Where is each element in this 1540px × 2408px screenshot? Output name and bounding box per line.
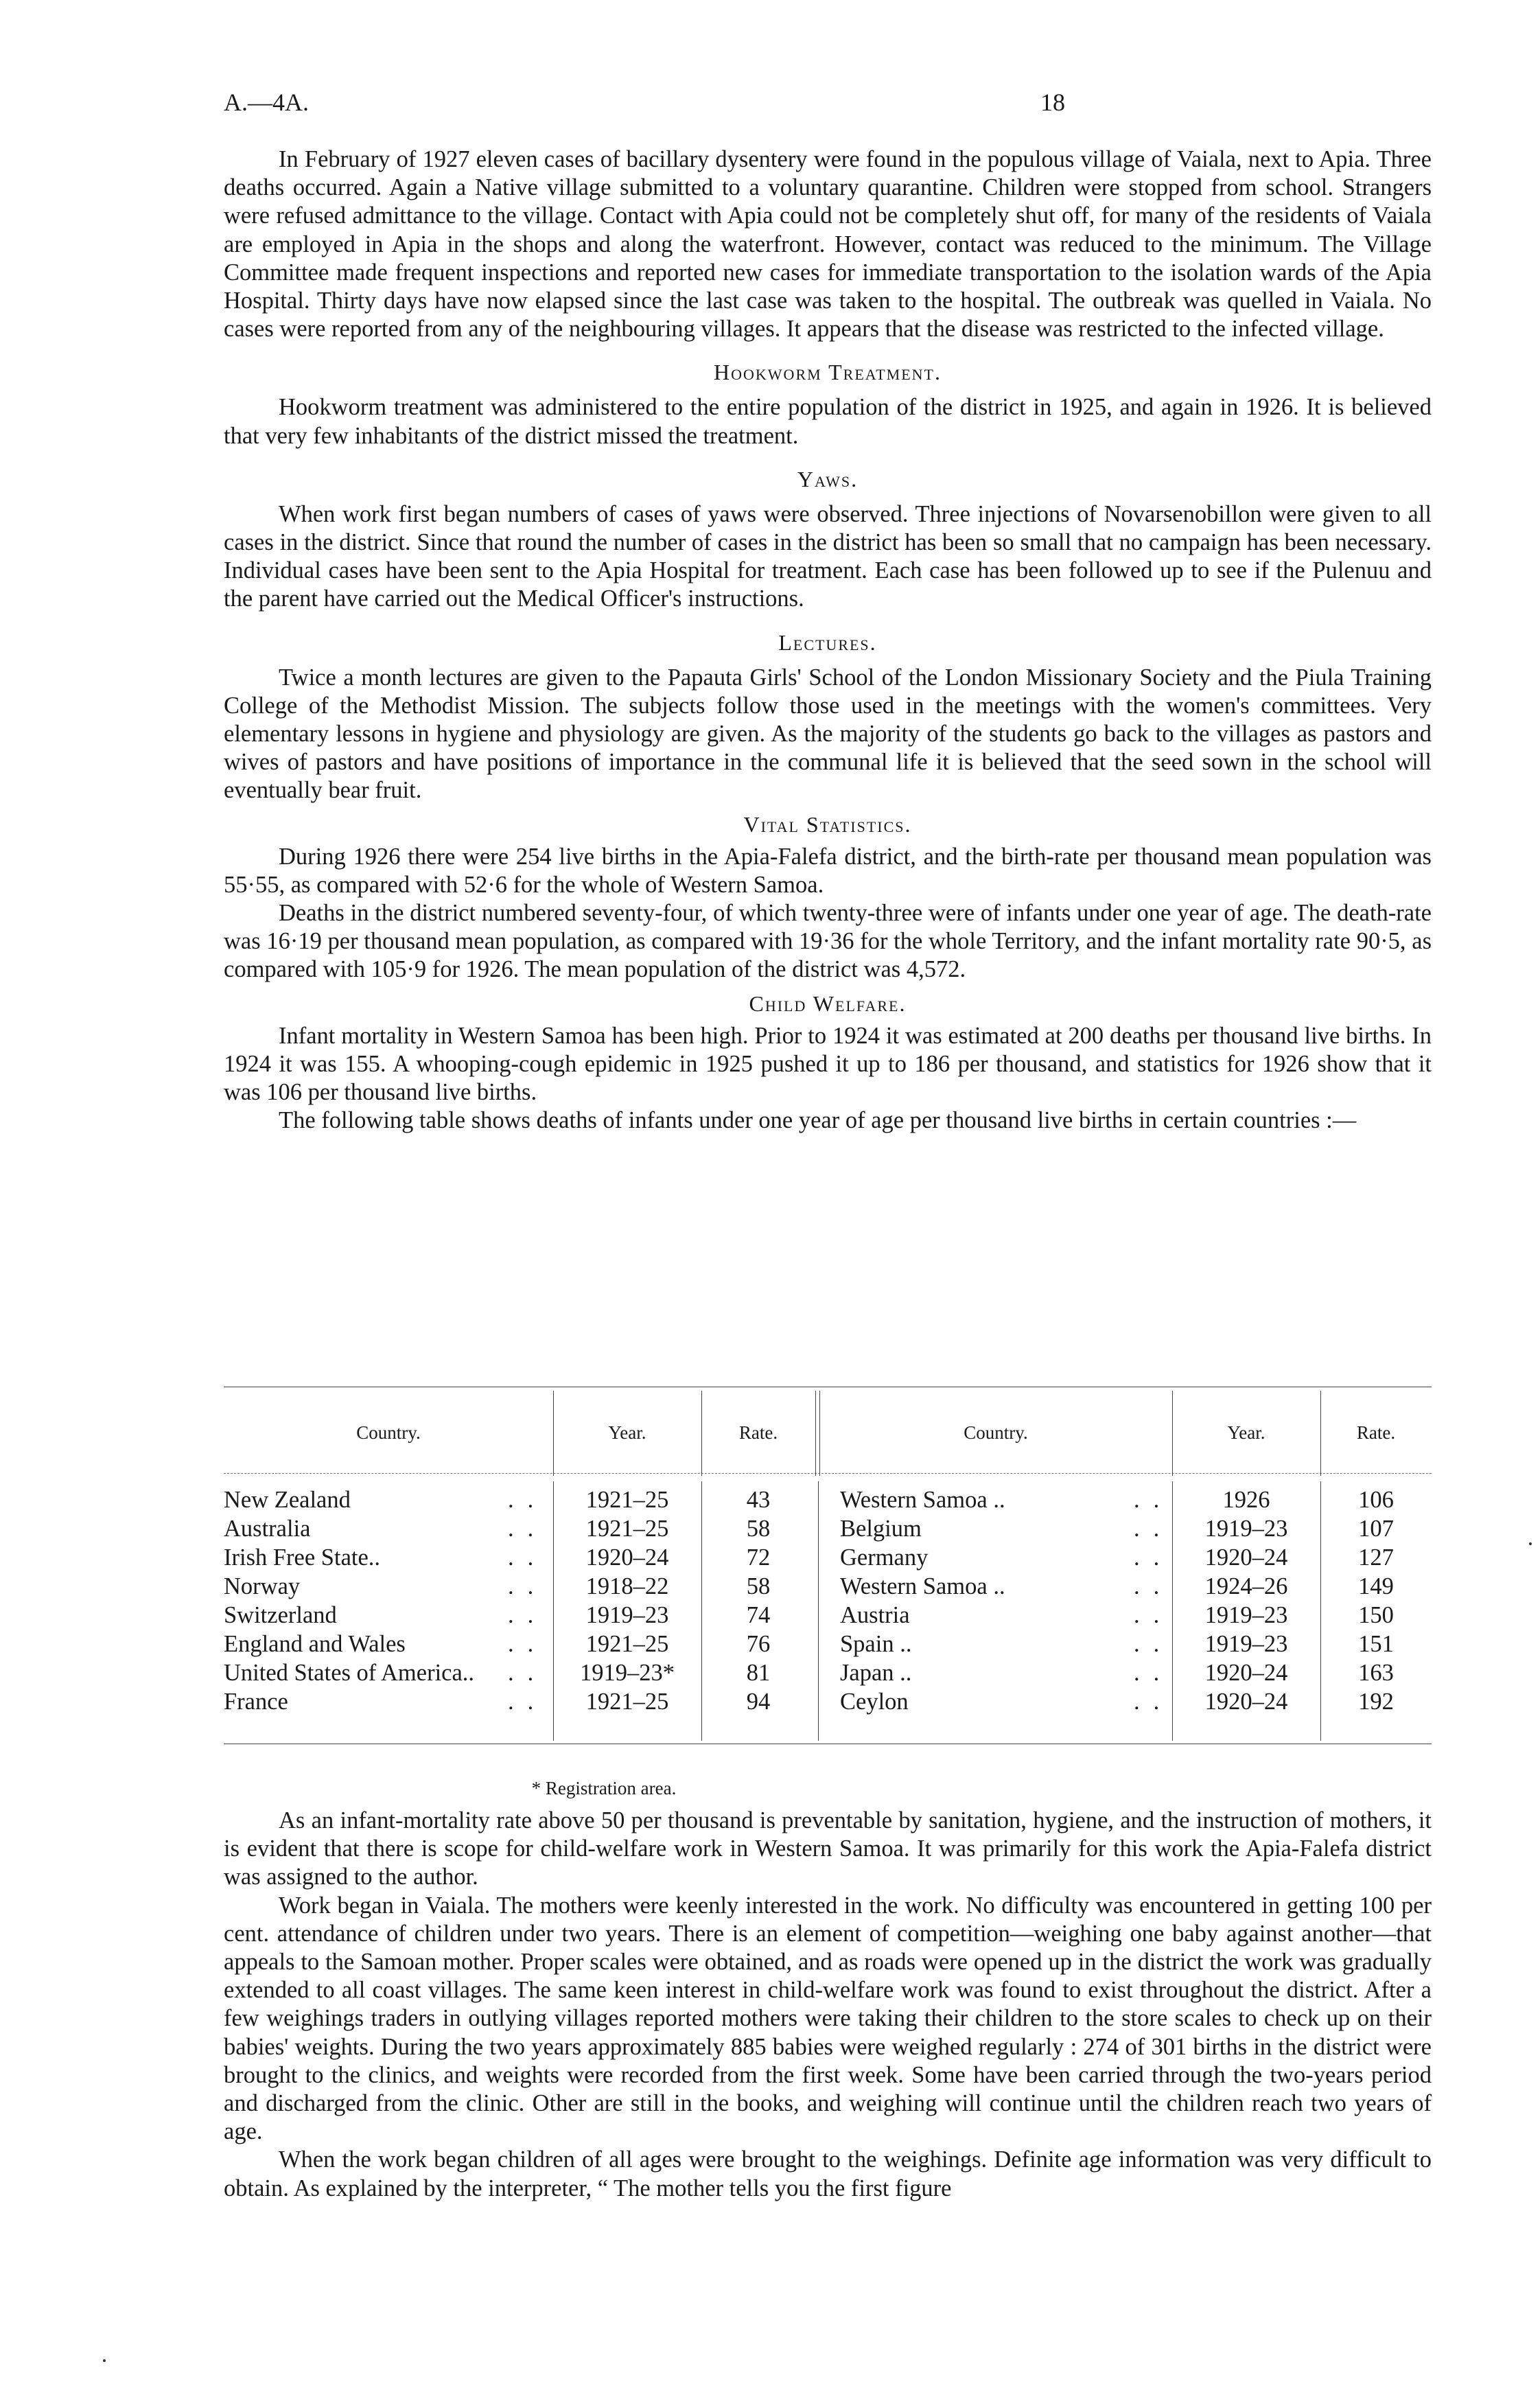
right-country-cell: Western Samoa .. [840, 1573, 1005, 1599]
table-footnote: * Registration area. [531, 1778, 677, 1798]
table-row [224, 1602, 1432, 1631]
left-country-cell: Norway [224, 1573, 301, 1599]
child-welfare-paragraph-1: Infant mortality in Western Samoa has been high. Prior to 1924 it was estimated at 200 deaths per thousand live births. In 1924 it was 155. A whooping-cough epidemic in 1925 pushed it up to 186 per thousand, and statistics for 1926 show that it was 106 per thousand live births. [224, 1022, 1432, 1106]
right-rate-cell: 192 [1358, 1689, 1394, 1715]
work-began-paragraph: Work began in Vaiala. The mothers were keenly interested in the work. No difficulty was encountered in getting 100 per cent. attendance of children under two years. There is an element of competition—weighing one baby against another—that appeals to the Samoan mother. Proper scales were obtained, and as roads were opened up in the district the work was gradually extended to all coast villages. The same keen interest in child-welfare work was found to exist throughout the district. After a few weighings traders in outlying villages reported mothers were taking their children to the store scales to check up on their babies' weights. During the two years approximately 885 babies were weighed regularly : 274 of 301 births in the district were brought to the clinics, and weights were recorded from the first week. Some have been carried through the two-years period and discharged from the clinic. Other are still in the books, and weighing will continue until the children reach two years of age. [224, 1892, 1432, 2145]
vital-statistics-heading: Vital Statistics. [743, 811, 912, 837]
left-country-cell: Australia [224, 1516, 311, 1542]
leader-dots: .. [508, 1631, 548, 1657]
child-welfare-paragraph-2: The following table shows deaths of infants under one year of age per thousand live births in certain countries :— [279, 1107, 1357, 1134]
right-country-cell: Western Samoa .. [840, 1487, 1005, 1513]
left-country-cell: New Zealand [224, 1487, 351, 1513]
right-year-cell: 1920–24 [1204, 1544, 1288, 1571]
scan-speck [1529, 1542, 1532, 1545]
left-rate-cell: 58 [746, 1573, 771, 1599]
table-row [224, 1689, 1432, 1717]
leader-dots: .. [1134, 1544, 1174, 1571]
header-country-left: Country. [356, 1422, 421, 1443]
left-rate-cell: 94 [746, 1689, 771, 1715]
leader-dots: .. [508, 1516, 548, 1542]
left-year-cell: 1921–25 [585, 1516, 669, 1542]
right-year-cell: 1919–23 [1204, 1602, 1288, 1628]
header-country-right: Country. [964, 1422, 1028, 1443]
body-text-top [224, 146, 1432, 1135]
left-country-cell: Switzerland [224, 1602, 337, 1628]
table-row [224, 1631, 1432, 1660]
age-information-paragraph: When the work began children of all ages were brought to the weighings. Definite age information was very difficult to obtain. As explained by the interpreter, “ The mother tells you the first figure [224, 2146, 1432, 2201]
document-reference: A.—4A. [224, 89, 309, 116]
left-year-cell: 1918–22 [585, 1573, 669, 1599]
left-rate-cell: 58 [746, 1516, 771, 1542]
header-year-left: Year. [608, 1422, 646, 1443]
right-country-cell: Germany [840, 1544, 929, 1571]
right-year-cell: 1919–23 [1204, 1631, 1288, 1657]
infant-mortality-table [224, 1387, 1432, 1778]
table-row [224, 1487, 1432, 1516]
right-country-cell: Spain .. [840, 1631, 912, 1657]
header-rate-left: Rate. [738, 1422, 778, 1443]
leader-dots: .. [508, 1544, 548, 1571]
left-year-cell: 1921–25 [585, 1689, 669, 1715]
right-rate-cell: 163 [1358, 1660, 1394, 1686]
right-year-cell: 1920–24 [1204, 1660, 1288, 1686]
header-rate-right: Rate. [1356, 1422, 1396, 1443]
right-country-cell: Austria [840, 1602, 910, 1628]
left-year-cell: 1919–23 [585, 1602, 669, 1628]
leader-dots: .. [508, 1487, 548, 1513]
leader-dots: .. [508, 1573, 548, 1599]
hookworm-paragraph: Hookworm treatment was administered to the entire population of the district in 1925, and again in 1926. It is believed that very few inhabitants of the district missed the treatment. [224, 394, 1432, 449]
leader-dots: .. [508, 1689, 548, 1715]
right-rate-cell: 150 [1358, 1602, 1394, 1628]
left-year-cell: 1920–24 [585, 1544, 669, 1571]
right-rate-cell: 149 [1358, 1573, 1394, 1599]
dysentery-paragraph: In February of 1927 eleven cases of bacillary dysentery were found in the populous village of Vaiala, next to Apia. Three deaths occurred. Again a Native village submitted to a voluntary quarantine. Children were stopped from school. Strangers were refused admittance to the village. Contact with Apia could not be completely shut off, for many of the residents of Vaiala are employed in Apia in the shops and along the waterfront. However, contact was reduced to the minimum. The Village Committee made frequent inspections and reported new cases for immediate transportation to the isolation wards of the Apia Hospital. Thirty days have now elapsed since the last case was taken to the hospital. The outbreak was quelled in Vaiala. No cases were reported from any of the neighbouring villages. It appears that the disease was restricted to the infected village. [224, 146, 1432, 343]
left-year-cell: 1919–23* [580, 1660, 675, 1686]
leader-dots: .. [1134, 1631, 1174, 1657]
page-header [224, 88, 1432, 129]
right-rate-cell: 127 [1358, 1544, 1394, 1571]
lectures-heading: Lectures. [778, 629, 877, 655]
hookworm-heading: Hookworm Treatment. [714, 360, 942, 385]
right-country-cell: Belgium [840, 1516, 922, 1542]
table-header-rule [224, 1473, 1432, 1474]
table-row [224, 1573, 1432, 1602]
table-row [224, 1660, 1432, 1689]
right-rate-cell: 107 [1358, 1516, 1394, 1542]
left-rate-cell: 74 [746, 1602, 771, 1628]
vital-statistics-paragraph-2: Deaths in the district numbered seventy-four, of which twenty-three were of infants under one year of age. The death-rate was 16·19 per thousand mean population, as compared with 19·36 for the whole Territory, and the infant mortality rate 90·5, as compared with 105·9 for 1926. The mean population of the district was 4,572. [224, 900, 1432, 983]
right-country-cell: Ceylon [840, 1689, 909, 1715]
yaws-paragraph: When work first began numbers of cases of yaws were observed. Three injections of Novarsenobillon were given to all cases in the district. Since that round the number of cases in the district has been so small that no campaign has been necessary. Individual cases have been sent to the Apia Hospital for treatment. Each case has been followed up to see if the Pulenuu and the parent have carried out the Medical Officer's instructions. [224, 500, 1432, 612]
header-year-right: Year. [1227, 1422, 1265, 1443]
left-year-cell: 1921–25 [585, 1487, 669, 1513]
left-country-cell: United States of America.. [224, 1660, 475, 1686]
page-number: 18 [1040, 89, 1065, 116]
leader-dots: .. [508, 1660, 548, 1686]
child-welfare-heading: Child Welfare. [749, 991, 907, 1016]
right-country-cell: Japan .. [840, 1660, 912, 1686]
leader-dots: .. [1134, 1573, 1174, 1599]
lectures-paragraph: Twice a month lectures are given to the Papauta Girls' School of the London Missionary Society and the Piula Training College of the Methodist Mission. The subjects follow those used in the meetings with the women's committees. Very elementary lessons in hygiene and physiology are given. As the majority of the students go back to the villages as pastors and wives of pastors and have positions of importance in the communal life it is believed that the seed sown in the school will eventually bear fruit. [224, 664, 1432, 804]
right-rate-cell: 151 [1358, 1631, 1394, 1657]
leader-dots: .. [508, 1602, 548, 1628]
leader-dots: .. [1134, 1660, 1174, 1686]
column-divider [815, 1391, 816, 1476]
right-year-cell: 1920–24 [1204, 1689, 1288, 1715]
right-year-cell: 1924–26 [1204, 1573, 1288, 1599]
right-year-cell: 1926 [1222, 1487, 1270, 1513]
left-year-cell: 1921–25 [585, 1631, 669, 1657]
table-row [224, 1544, 1432, 1573]
left-rate-cell: 43 [746, 1487, 771, 1513]
yaws-heading: Yaws. [797, 466, 859, 491]
leader-dots: .. [1134, 1487, 1174, 1513]
left-country-cell: England and Wales [224, 1631, 406, 1657]
table-row [224, 1516, 1432, 1544]
left-country-cell: France [224, 1689, 288, 1715]
vital-statistics-paragraph-1: During 1926 there were 254 live births in the Apia-Falefa district, and the birth-rate per thousand mean population was 55·55, as compared with 52·6 for the whole of Western Samoa. [224, 843, 1432, 898]
leader-dots: .. [1134, 1516, 1174, 1542]
scan-speck [103, 2359, 106, 2362]
leader-dots: .. [1134, 1602, 1174, 1628]
left-rate-cell: 76 [746, 1631, 771, 1657]
leader-dots: .. [1134, 1689, 1174, 1715]
right-rate-cell: 106 [1358, 1487, 1394, 1513]
right-year-cell: 1919–23 [1204, 1516, 1288, 1542]
left-rate-cell: 72 [746, 1544, 771, 1571]
infant-mortality-scope-paragraph: As an infant-mortality rate above 50 per thousand is preventable by sanitation, hygiene, and the instruction of mothers, it is evident that there is scope for child-welfare work in Western Samoa. It was primarily for this work the Apia-Falefa district was assigned to the author. [224, 1807, 1432, 1890]
left-country-cell: Irish Free State.. [224, 1544, 381, 1571]
left-rate-cell: 81 [746, 1660, 771, 1686]
body-text-bottom [224, 1807, 1432, 2203]
